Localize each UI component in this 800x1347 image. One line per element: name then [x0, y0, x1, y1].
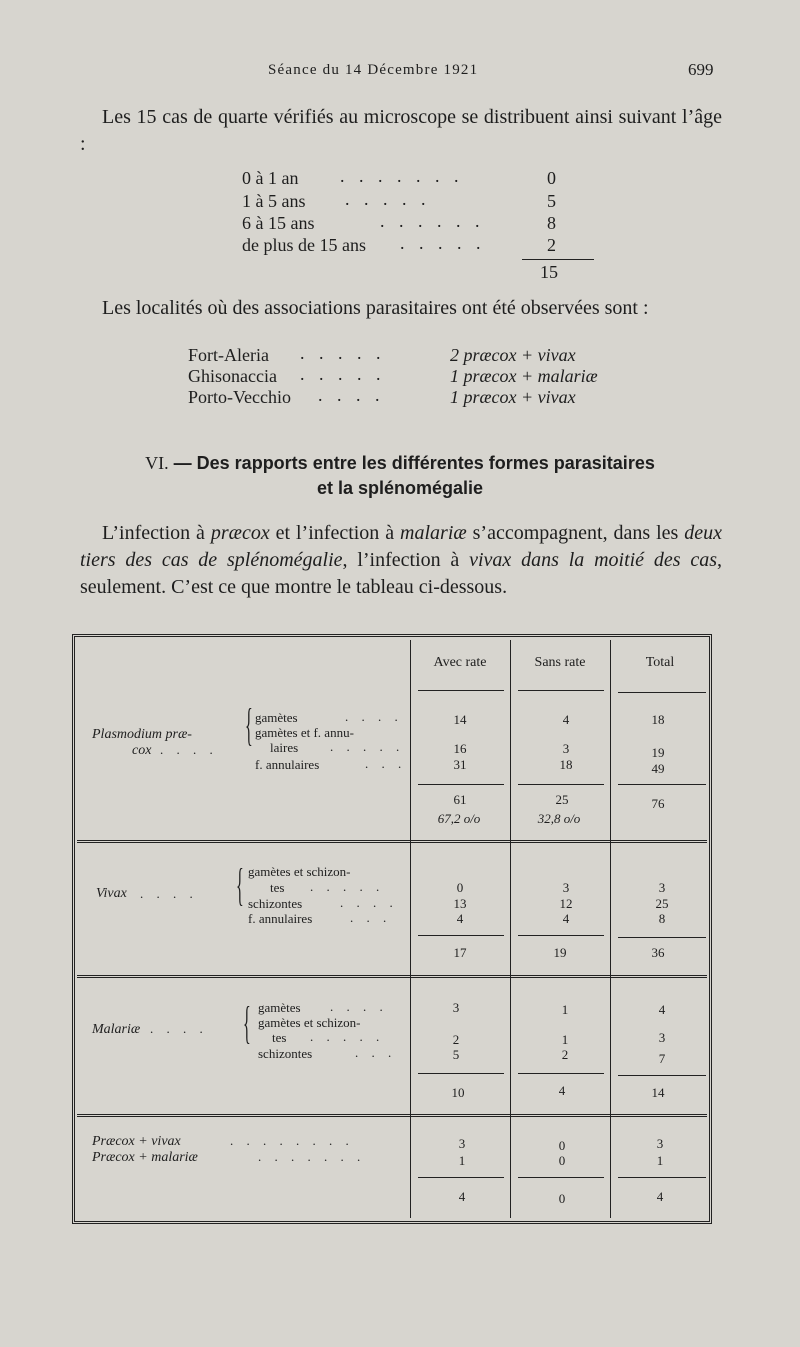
text-run: , l’infection à [342, 549, 470, 571]
sum-sans: 19 [553, 945, 567, 960]
cell-sans: 1 [561, 1002, 569, 1017]
cell-avec: 0 [456, 880, 464, 895]
cell-total: 4 [658, 1002, 666, 1017]
text-run: L’infection à [102, 522, 211, 544]
brace: { [236, 859, 244, 910]
text-run-italic: malariæ [400, 522, 467, 544]
sum-sans: 0 [558, 1191, 566, 1206]
age-total: 15 [540, 262, 558, 282]
row-label: schizontes [258, 1046, 313, 1061]
cell-total: 3 [656, 1136, 664, 1151]
header-rule [518, 690, 604, 691]
age-count: 8 [547, 213, 556, 233]
cell-sans: 12 [559, 896, 573, 911]
cell-total: 19 [651, 745, 665, 760]
age-range: 0 à 1 an [242, 168, 299, 188]
cell-avec: 3 [452, 1000, 460, 1015]
column-header-sans-rate: Sans rate [534, 655, 586, 670]
sum-rule [518, 784, 604, 785]
age-range: de plus de 15 ans [242, 235, 366, 255]
cell-avec: 13 [453, 896, 467, 911]
sum-rule [518, 1073, 604, 1074]
sum-avec: 61 [453, 792, 467, 807]
section-heading: VI. — Des rapports entre les différentes formes parasitaires [145, 453, 655, 473]
sum-total: 36 [651, 945, 665, 960]
header-title: Séance du 14 Décembre 1921 [268, 62, 479, 78]
sum-rule [418, 935, 504, 936]
cell-sans: 3 [562, 880, 570, 895]
row-label-cont: tes [272, 1030, 287, 1045]
cell-total: 18 [651, 712, 665, 727]
cell-sans: 4 [562, 911, 570, 926]
sum-avec: 17 [453, 945, 467, 960]
section-title-line1: Des rapports entre les différentes formes parasitaires [196, 453, 655, 473]
row-label-cont: tes [270, 880, 285, 895]
cell-sans: 0 [558, 1138, 566, 1153]
intro-text: Les localités où des associations parasitaires ont été observées sont : [102, 297, 649, 319]
header-rule [618, 692, 706, 693]
group-divider [77, 1114, 707, 1117]
group-name-line2: cox [132, 743, 152, 758]
section-heading-line2: et la splénomégalie [316, 478, 484, 498]
brace: { [245, 699, 253, 750]
cell-total: 8 [658, 911, 666, 926]
sum-rule [418, 1177, 504, 1178]
group-divider [77, 975, 707, 978]
text-run-italic: præcox [210, 522, 270, 544]
sum-total: 76 [651, 796, 665, 811]
cell-sans: 18 [559, 757, 573, 772]
cell-avec: 5 [452, 1047, 460, 1062]
group-name: Plasmodium præ- [92, 727, 192, 742]
row-label-cont: laires [270, 740, 299, 755]
sum-rule [518, 1177, 604, 1178]
sum-total: 14 [651, 1085, 665, 1100]
sum-rule [418, 1073, 504, 1074]
intro-paragraph-ages [80, 104, 722, 158]
age-range: 6 à 15 ans [242, 213, 315, 233]
column-divider [610, 640, 611, 1218]
column-divider [410, 640, 411, 1218]
cell-sans: 2 [561, 1047, 569, 1062]
group-divider [77, 840, 707, 843]
running-header [0, 58, 800, 88]
age-count: 5 [547, 191, 556, 211]
age-count: 2 [547, 235, 556, 255]
cell-avec: 14 [453, 712, 467, 727]
row-label: Præcox + vivax [92, 1134, 181, 1149]
sum-rule [618, 784, 706, 785]
cell-avec: 16 [453, 741, 467, 756]
sum-sans: 25 [555, 792, 569, 807]
cell-avec: 3 [458, 1136, 466, 1151]
cell-avec: 4 [456, 911, 464, 926]
row-label: gamètes [255, 710, 298, 725]
sum-rule [618, 1075, 706, 1076]
cell-total: 3 [658, 1030, 666, 1045]
intro-text: Les 15 cas de quarte vérifiés au microscope se distribuent ainsi suivant l’âge : [80, 106, 722, 155]
cell-avec: 2 [452, 1032, 460, 1047]
sum-rule [618, 937, 706, 938]
cell-total: 49 [651, 761, 665, 776]
text-run-italic: deux tiers des cas de splénomégalie [80, 522, 722, 571]
cell-sans: 3 [562, 741, 570, 756]
location-name: Fort-Aleria [188, 345, 269, 365]
row-label: f. annulaires [248, 911, 313, 926]
page-number: 699 [688, 60, 714, 79]
section-paragraph [80, 520, 722, 601]
cell-total: 1 [656, 1153, 664, 1168]
row-label: gamètes et f. annu- [255, 725, 354, 740]
cell-total: 25 [655, 896, 669, 911]
group-name: Malariæ [92, 1022, 141, 1037]
sum-avec: 10 [451, 1085, 465, 1100]
location-assoc: 1 præcox + vivax [450, 387, 576, 407]
sum-rule [518, 935, 604, 936]
text-run: , seulement. C’est ce que montre le tableau ci-dessous. [80, 549, 722, 598]
cell-avec: 31 [453, 757, 467, 772]
row-label: gamètes et schizon- [248, 864, 351, 879]
sum-rule [418, 784, 504, 785]
group-name: Vivax [96, 886, 127, 901]
intro-paragraph-locations [80, 295, 722, 322]
text-run-italic: vivax dans la moitié des cas [469, 549, 717, 571]
sum-total: 4 [656, 1189, 664, 1204]
header-rule [418, 690, 504, 691]
sum-avec: 4 [458, 1189, 466, 1204]
column-header-total: Total [645, 655, 675, 670]
sum-rule [618, 1177, 706, 1178]
sum-rule [522, 259, 594, 260]
cell-sans: 0 [558, 1153, 566, 1168]
location-assoc: 1 præcox + malariæ [450, 366, 598, 386]
column-header-avec-rate: Avec rate [433, 655, 487, 670]
pct-avec: 67,2 o/o [437, 811, 481, 826]
cell-total: 7 [658, 1051, 666, 1066]
section-number: VI. [145, 453, 169, 473]
age-range: 1 à 5 ans [242, 191, 306, 211]
cell-sans: 4 [562, 712, 570, 727]
cell-total: 3 [658, 880, 666, 895]
sum-sans: 4 [558, 1083, 566, 1098]
location-assoc: 2 præcox + vivax [450, 345, 576, 365]
document-page: Séance du 14 Décembre 1921 699 Les 15 cas de quarte vérifiés au microscope se distribuent ainsi suivant l’âge : 0 à 1 an . . . . . . . 0 1 à 5 ans . . . . . 5 6 à 15 ans . . . . . . 8 de plus de 15 ans . . . . . 2 15 Les localités où des associations parasitaires ont été observées sont : Fort-Aleria . . . . . 2 præcox + vivax Ghisonaccia . . . . . 1 præcox + malariæ Porto-Vecchio . . . . 1 præcox + vivax VI. — Des rapports entre les différentes formes parasitaires et la splénomégalie L’infection à præcox et l’infection à malariæ s’accompagnent, dans les deux tiers des cas de splénomégalie, l’infection à vivax dans la moitié des cas, seulement. C’est ce que montre le tableau ci-dessous. Avec rate Sans rate Total Plasmodium præ- cox . . . . { gamètes . . . . gamètes et f. annu- laires . . . . . f. annulaires . . . 14 4 18 16 3 19 31 18 49 61 25 76 67,2 o/o 32,8 o/o Vivax . . . . { gamètes et schizon- tes . . . . . schizontes . . . . f. annulaires . . . 0 3 3 13 12 25 4 4 8 17 19 36 Malariæ . . . . { gamètes . . . . gamètes et schizon- tes . . . . . schizontes . . . 3 1 4 2 1 3 5 2 7 10 4 14 Præcox + vivax . . . . . . . . Præcox + malariæ . . . . . . . 3 0 3 1 0 1 4 0 4 [0, 0, 800, 1347]
row-label: schizontes [248, 896, 303, 911]
text-run: s’accompagnent, dans les [466, 522, 685, 544]
row-label: gamètes [258, 1000, 301, 1015]
location-name: Porto-Vecchio [188, 387, 291, 407]
brace: { [243, 997, 251, 1048]
location-name: Ghisonaccia [188, 366, 277, 386]
pct-sans: 32,8 o/o [537, 811, 581, 826]
cell-sans: 1 [561, 1032, 569, 1047]
age-count: 0 [547, 168, 556, 188]
row-label: gamètes et schizon- [258, 1015, 361, 1030]
cell-avec: 1 [458, 1153, 466, 1168]
row-label: Præcox + malariæ [92, 1150, 198, 1165]
column-divider [510, 640, 511, 1218]
row-label: f. annulaires [255, 757, 320, 772]
text-run: et l’infection à [269, 522, 401, 544]
